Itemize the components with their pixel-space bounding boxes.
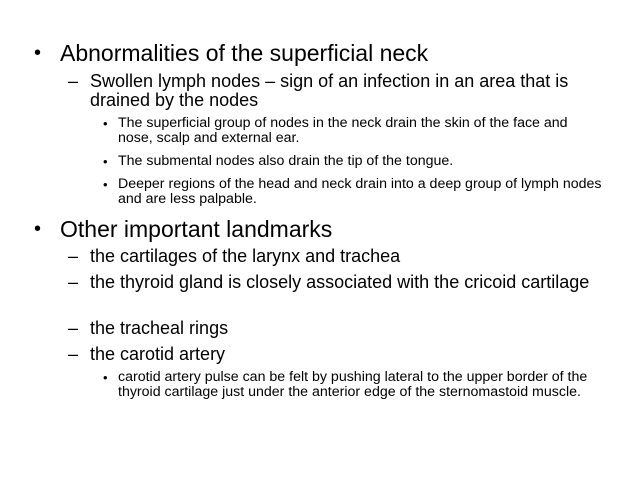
list-item-cartilages (68, 247, 608, 266)
dash-icon: – (68, 344, 79, 364)
list-item-text: the cartilages of the larynx and trachea (90, 246, 401, 266)
list-item-text: the thyroid gland is closely associated with the cricoid cartilage (90, 272, 590, 292)
dash-icon: – (68, 272, 79, 292)
section-heading-text: Abnormalities of the superficial neck (60, 40, 429, 66)
list-item-tracheal-rings (68, 319, 608, 338)
list-item-text: the carotid artery (90, 344, 226, 364)
list-item-text: Swollen lymph nodes – sign of an infection in an area that is drained by the nodes (90, 71, 569, 110)
dot-icon: • (103, 177, 108, 192)
list-item-carotid-artery (68, 345, 608, 364)
list-item-thyroid-gland (68, 273, 608, 292)
dot-icon: • (103, 116, 108, 131)
section-heading-text: Other important landmarks (60, 216, 333, 242)
list-item-text: the tracheal rings (90, 318, 229, 338)
bullet-icon: • (34, 42, 42, 64)
sub-item-text: Deeper regions of the head and neck drain into a deep group of lymph nodes and are less palpable. (118, 176, 602, 207)
sub-item-text: The superficial group of nodes in the neck drain the skin of the face and nose, scalp and external ear. (118, 115, 568, 146)
dash-icon: – (68, 71, 79, 91)
sub-item-deeper-regions (103, 177, 603, 207)
dash-icon: – (68, 318, 79, 338)
section-heading-landmarks (34, 217, 614, 241)
sub-item-text: The submental nodes also drain the tip of the tongue. (118, 153, 454, 169)
section-heading-abnormalities (34, 41, 614, 65)
sub-item-text: carotid artery pulse can be felt by pushing lateral to the upper border of the thyroid cartilage just under the anterior edge of the sternomastoid muscle. (118, 369, 588, 400)
list-item-swollen-lymph-nodes (68, 72, 608, 110)
bullet-icon: • (34, 218, 42, 240)
dash-icon: – (68, 246, 79, 266)
dot-icon: • (103, 370, 108, 385)
dot-icon: • (103, 154, 108, 169)
sub-item-submental-nodes (103, 154, 603, 169)
sub-item-carotid-pulse (103, 370, 603, 400)
sub-item-superficial-nodes (103, 116, 603, 146)
